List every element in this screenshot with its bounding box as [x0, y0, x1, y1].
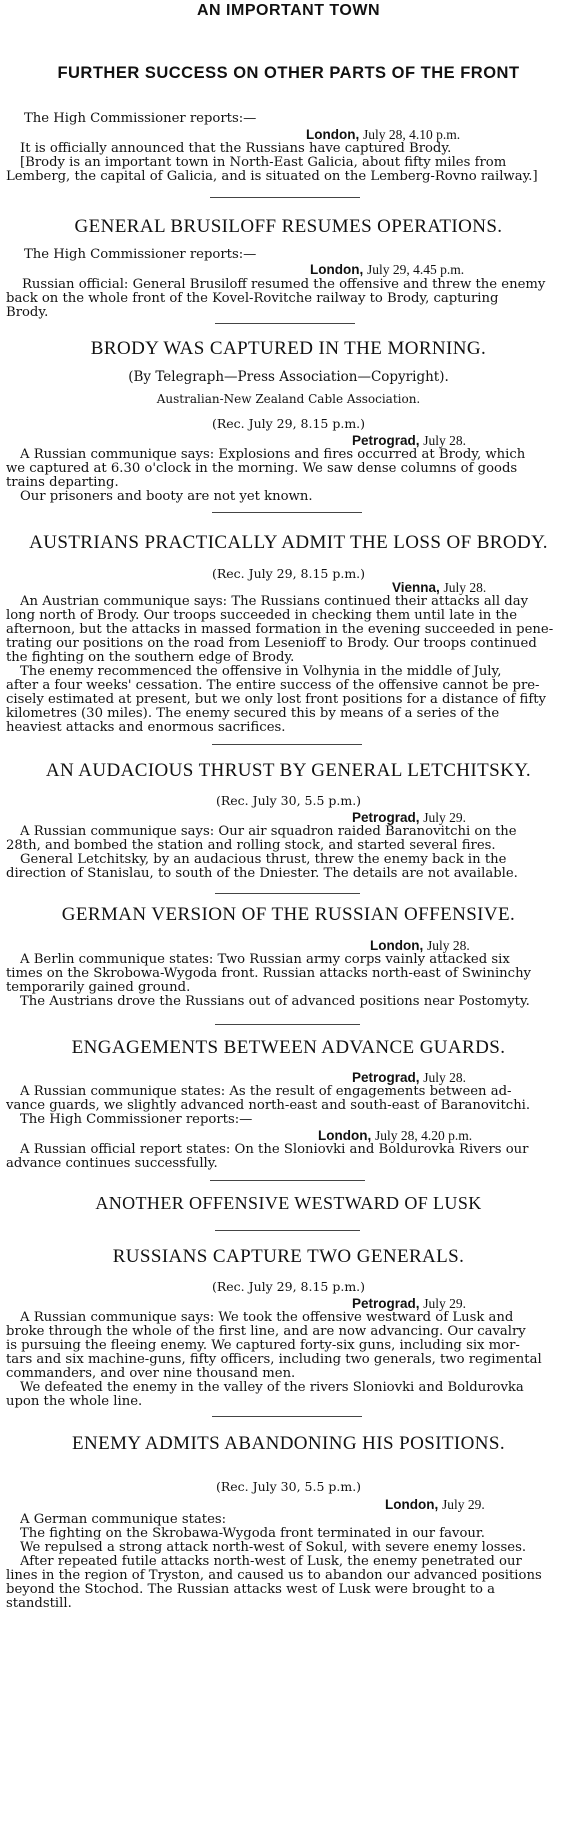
- body-line: times on the Skrobowa-Wygoda front. Russian attacks north-east of Swininchy: [6, 966, 532, 981]
- body-line: we captured at 6.30 o'clock in the morning. We saw dense columns of goods: [6, 461, 518, 476]
- section-heading: AUSTRIANS PRACTICALLY ADMIT THE LOSS OF BRODY.: [29, 532, 548, 553]
- dateline-place: London,: [370, 938, 424, 953]
- section-heading: GENERAL BRUSILOFF RESUMES OPERATIONS.: [74, 216, 503, 237]
- body-line: After repeated futile attacks north-west of Lusk, the enemy penetrated our: [20, 1554, 522, 1569]
- dateline-place: Petrograd,: [352, 1070, 420, 1085]
- body-line: The Austrians drove the Russians out of advanced positions near Postomyty.: [20, 994, 530, 1009]
- received-note: (Rec. July 29, 8.15 p.m.): [211, 566, 366, 581]
- received-note: (Rec. July 29, 8.15 p.m.): [211, 1279, 366, 1294]
- body-line: lines in the region of Tryston, and caused us to abandon our advanced positions: [6, 1568, 542, 1583]
- cable-credit: Australian-New Zealand Cable Association.: [156, 392, 421, 406]
- divider: [212, 744, 362, 745]
- divider: [210, 1180, 365, 1181]
- body-line: Our prisoners and booty are not yet known.: [20, 489, 313, 504]
- intro-text: The High Commissioner reports:—: [24, 247, 257, 262]
- body-line: Lemberg, the capital of Galicia, and is situated on the Lemberg-Rovno railway.]: [6, 169, 538, 184]
- dateline-place: London,: [310, 262, 364, 277]
- dateline-date: July 28.: [427, 938, 470, 953]
- body-line: A German communique states:: [20, 1512, 227, 1527]
- body-line: A Berlin communique states: Two Russian army corps vainly attacked six: [20, 952, 510, 967]
- page-title: AN IMPORTANT TOWN: [197, 2, 380, 19]
- dateline-place: London,: [318, 1128, 372, 1143]
- body-line: We repulsed a strong attack north-west of Sokul, with severe enemy losses.: [20, 1540, 527, 1555]
- dateline-place: Petrograd,: [352, 433, 420, 448]
- received-note: (Rec. July 30, 5.5 p.m.): [215, 793, 362, 808]
- body-line: We defeated the enemy in the valley of the rivers Sloniovki and Boldurovka: [20, 1380, 524, 1395]
- body-line: 28th, and bombed the station and rolling stock, and started several fires.: [6, 838, 496, 853]
- body-line: The enemy recommenced the offensive in Volhynia in the middle of July,: [20, 664, 502, 679]
- body-line: heaviest attacks and enormous sacrifices.: [6, 720, 286, 735]
- dateline-place: Petrograd,: [352, 1296, 420, 1311]
- body-line: A Russian official report states: On the Sloniovki and Boldurovka Rivers our: [20, 1142, 529, 1157]
- body-line: A Russian communique says: We took the offensive westward of Lusk and: [20, 1310, 514, 1325]
- dateline-date: July 28, 4.10 p.m.: [363, 127, 461, 142]
- intro-text: The High Commissioner reports:—: [24, 111, 257, 126]
- section-heading: FURTHER SUCCESS ON OTHER PARTS OF THE FRONT: [57, 64, 520, 82]
- body-line: A Russian communique states: As the result of engagements between ad-: [20, 1084, 512, 1099]
- section-heading: ENEMY ADMITS ABANDONING HIS POSITIONS.: [71, 1433, 506, 1454]
- dateline-date: July 28.: [423, 1070, 467, 1085]
- body-line: beyond the Stochod. The Russian attacks west of Lusk were brought to a: [6, 1582, 495, 1597]
- body-line: afternoon, but the attacks in massed formation in the evening succeeded in pene-: [6, 622, 554, 637]
- dateline-date: July 28.: [443, 580, 487, 595]
- dateline-date: July 29, 4.45 p.m.: [367, 262, 465, 277]
- body-line: tars and six machine-guns, fifty officers, including two generals, two regimental: [6, 1352, 542, 1367]
- divider: [212, 1416, 362, 1417]
- dateline-date: July 29.: [423, 810, 467, 825]
- body-line: vance guards, we slightly advanced north-east and south-east of Baranovitchi.: [6, 1098, 531, 1113]
- dateline-date: July 28, 4.20 p.m.: [375, 1128, 473, 1143]
- body-line: The High Commissioner reports:—: [20, 1112, 253, 1127]
- body-line: trating our positions on the road from Lesenioff to Brody. Our troops continued: [6, 636, 537, 651]
- body-line: cisely estimated at present, but we only lost front positions for a distance of fifty: [6, 692, 546, 707]
- body-line: trains departing.: [6, 475, 119, 490]
- body-line: General Letchitsky, by an audacious thrust, threw the enemy back in the: [20, 852, 507, 867]
- dateline-place: Vienna,: [392, 580, 440, 595]
- body-line: commanders, and over nine thousand men.: [6, 1366, 296, 1381]
- dateline: [385, 1497, 485, 1513]
- body-line: is pursuing the fleeing enemy. We captured forty-six guns, including six mor-: [6, 1338, 520, 1353]
- dateline-place: Petrograd,: [352, 810, 420, 825]
- section-heading: GERMAN VERSION OF THE RUSSIAN OFFENSIVE.: [61, 904, 516, 925]
- body-line: The fighting on the Skrobawa-Wygoda front terminated in our favour.: [20, 1526, 485, 1541]
- divider: [215, 893, 360, 894]
- body-line: after a four weeks' cessation. The entire success of the offensive cannot be pre-: [6, 678, 540, 693]
- divider: [215, 1024, 360, 1025]
- section-heading: ENGAGEMENTS BETWEEN ADVANCE GUARDS.: [71, 1037, 506, 1058]
- divider: [215, 1230, 360, 1231]
- body-line: back on the whole front of the Kovel-Rovitche railway to Brody, capturing: [6, 291, 499, 306]
- divider: [210, 197, 360, 198]
- body-line: broke through the whole of the first line, and are now advancing. Our cavalry: [6, 1324, 526, 1339]
- body-line: Russian official: General Brusiloff resumed the offensive and threw the enemy: [22, 277, 546, 292]
- body-line: A Russian communique says: Explosions and fires occurred at Brody, which: [20, 447, 526, 462]
- body-line: kilometres (30 miles). The enemy secured this by means of a series of the: [6, 706, 500, 721]
- body-line: temporarily gained ground.: [6, 980, 191, 995]
- body-line: direction of Stanislau, to south of the Dniester. The details are not available.: [6, 866, 518, 881]
- press-credit: (By Telegraph—Press Association—Copyright).: [128, 369, 449, 385]
- section-heading: BRODY WAS CAPTURED IN THE MORNING.: [90, 338, 487, 359]
- body-line: the fighting on the southern edge of Brody.: [6, 650, 295, 665]
- body-line: long north of Brody. Our troops succeeded in checking them until late in the: [6, 608, 518, 623]
- body-line: advance continues successfully.: [6, 1156, 218, 1171]
- received-note: (Rec. July 30, 5.5 p.m.): [215, 1479, 362, 1494]
- body-line: Brody.: [6, 305, 49, 320]
- body-line: It is officially announced that the Russians have captured Brody.: [20, 141, 452, 156]
- body-line: An Austrian communique says: The Russians continued their attacks all day: [20, 594, 529, 609]
- dateline-place: London,: [306, 127, 360, 142]
- dateline-date: July 29.: [442, 1497, 485, 1512]
- dateline-place: London,: [385, 1497, 439, 1512]
- divider: [212, 512, 362, 513]
- dateline-date: July 29.: [423, 1296, 467, 1311]
- body-line: A Russian communique says: Our air squadron raided Baranovitchi on the: [20, 824, 517, 839]
- section-heading: ANOTHER OFFENSIVE WESTWARD OF LUSK: [95, 1193, 482, 1213]
- section-heading: AN AUDACIOUS THRUST BY GENERAL LETCHITSKY.: [45, 760, 532, 781]
- received-note: (Rec. July 29, 8.15 p.m.): [211, 416, 366, 431]
- section-heading: RUSSIANS CAPTURE TWO GENERALS.: [112, 1246, 465, 1267]
- body-line: upon the whole line.: [6, 1394, 143, 1409]
- body-line: standstill.: [6, 1596, 72, 1611]
- dateline-date: July 28.: [423, 433, 467, 448]
- dateline: [310, 262, 464, 278]
- body-line: [Brody is an important town in North-East Galicia, about fifty miles from: [20, 155, 507, 170]
- divider: [215, 323, 355, 324]
